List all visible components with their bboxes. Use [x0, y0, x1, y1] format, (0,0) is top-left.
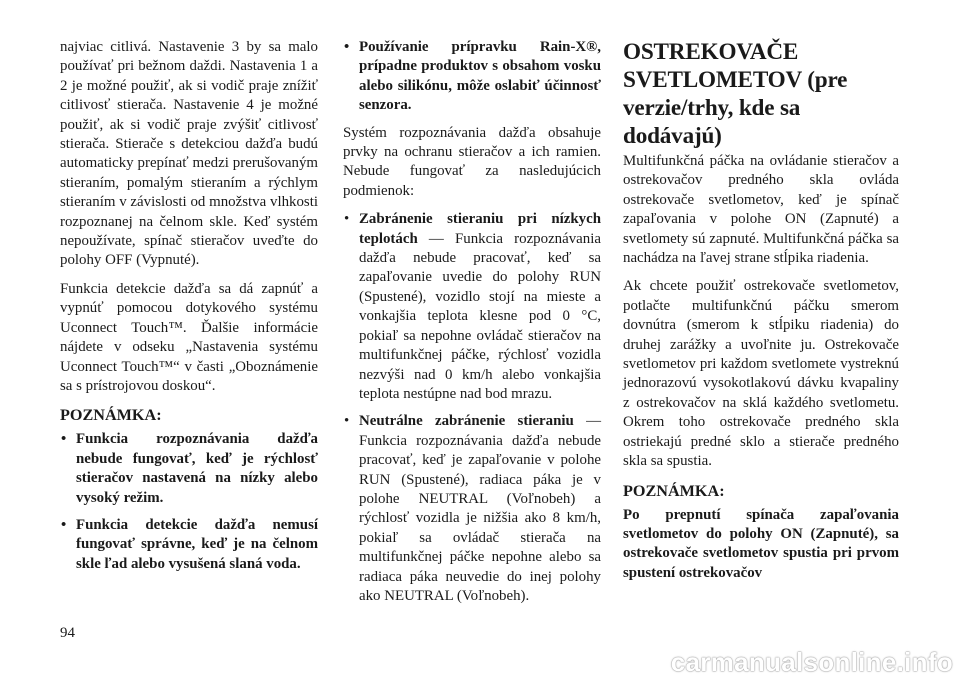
bullet-icon: • [344, 413, 350, 430]
list-item: • Funkcia detekcie dažďa nemusí fungovať správne, keď je na čelnom skle ľad alebo vysušená slaná voda. [61, 516, 318, 572]
list-item: • Používanie prípravku Rain-X®, prípadne produktov s obsahom vosku alebo silikónu, môže oslabiť účinnosť senzora. [344, 39, 601, 114]
watermark: carmanualsonline.info [670, 647, 953, 677]
bullet-icon: • [344, 39, 350, 55]
section-heading: OSTREKOVAČE SVETLOMETOV (pre verzie/trhy, kde sa dodávajú) [623, 39, 848, 149]
list-item-term: Zabránenie stieraniu pri nízkych teplotách [359, 211, 601, 247]
note-list-continued [343, 38, 601, 116]
list-item-text: — Funkcia rozpoznávania dažďa nebude pracovať, keď sa zapaľovanie uvedie do polohy RUN (Spustené), vozidlo stojí na mieste a vonkajšia teplota klesne pod 0 °C, pokiaľ sa nepohne ovládač stieračov na multifunkčnej páčke, rýchlosť vozidla nezvýši nad 0 km/h alebo vonkajšia teplota nestúpne nad bod mrazu. [359, 230, 601, 402]
column-left [60, 38, 318, 582]
note-title: POZNÁMKA: [60, 406, 162, 425]
list-item [343, 210, 601, 404]
paragraph: Ak chcete použiť ostrekovače svetlometov, potlačte multifunkčnú páčku smerom dovnútra (smerom k stĺpiku riadenia) do druhej zarážky a uvoľnite ju. Ostrekovače svetlometov pri každom svetlomete vystreknú jednorazovú vysokotlakovú dávku kvapaliny z ostrekovačov na sklá každého svetlometu. Okrem toho ostrekovače predného skla ostriekajú predné sklo a stierače predného skla sa spustia. [623, 278, 899, 470]
note-list [60, 430, 318, 574]
page-number: 94 [60, 625, 75, 641]
paragraph: Funkcia detekcie dažďa sa dá zapnúť a vypnúť pomocou dotykového systému Uconnect Touch™. Ďalšie informácie nájdete v odseku „Nastavenia systému Uconnect Touch™“ v časti „Oboznámenie sa s prístrojovou doskou“. [60, 280, 318, 394]
bullet-icon: • [344, 211, 350, 228]
list-item-text: — Funkcia rozpoznávania dažďa nebude pracovať, keď je zapaľovanie v polohe RUN (Spustené), radiaca páka je v polohe NEUTRAL (Voľnobeh) a rýchlosť vozidla je nižšia ako 8 km/h, pokiaľ sa ovládač stierača na multifunkčnej páčke nepohne alebo sa radiaca páka neuvedie do inej polohy ako NEUTRAL (Voľnobeh). [359, 413, 601, 604]
condition-list [343, 210, 601, 606]
column-right [623, 38, 899, 583]
bullet-icon: • [61, 431, 67, 448]
list-item-term: Neutrálne zabránenie stieraniu [359, 413, 574, 430]
note-text: Po prepnutí spínača zapaľovania svetlometov do polohy ON (Zapnuté), sa ostrekovače svetlometov spustia pri prvom spustení ostrekovačov [623, 506, 899, 581]
list-item: • Funkcia rozpoznávania dažďa nebude fungovať, keď je rýchlosť stieračov nastavená na nízky alebo vysoký režim. [61, 431, 318, 506]
column-middle [343, 38, 601, 614]
paragraph: Systém rozpoznávania dažďa obsahuje prvky na ochranu stieračov a ich ramien. Nebude fungovať za nasledujúcich podmienok: [343, 124, 601, 199]
note-title: POZNÁMKA: [623, 481, 725, 500]
bullet-icon: • [61, 516, 67, 533]
list-item [343, 412, 601, 606]
paragraph: Multifunkčná páčka na ovládanie stieračov a ostrekovačov predného skla ovláda ostrekovače svetlometov, keď je spínač zapaľovania v polohe ON (Zapnuté) a svetlomety sú zapnuté. Multifunkčná páčka sa nachádza na ľavej strane stĺpika riadenia. [623, 153, 899, 267]
paragraph: najviac citlivá. Nastavenie 3 by sa malo používať pri bežnom daždi. Nastavenia 1 a 2 je možné použiť, ak si vodič praje znížiť citlivosť stierača. Nastavenie 4 je možné použiť, ak si vodič praje zvýšiť citlivosť stierača. Stierače s detekciou dažďa budú automaticky prepínať medzi prerušovaným stieraním, pomalým stieraním a rýchlym stieraním v závislosti od množstva vlhkosti rozpoznanej na čelnom skle. Keď systém nepoužívate, spínač stieračov uveďte do polohy OFF (Vypnuté). [60, 39, 318, 269]
